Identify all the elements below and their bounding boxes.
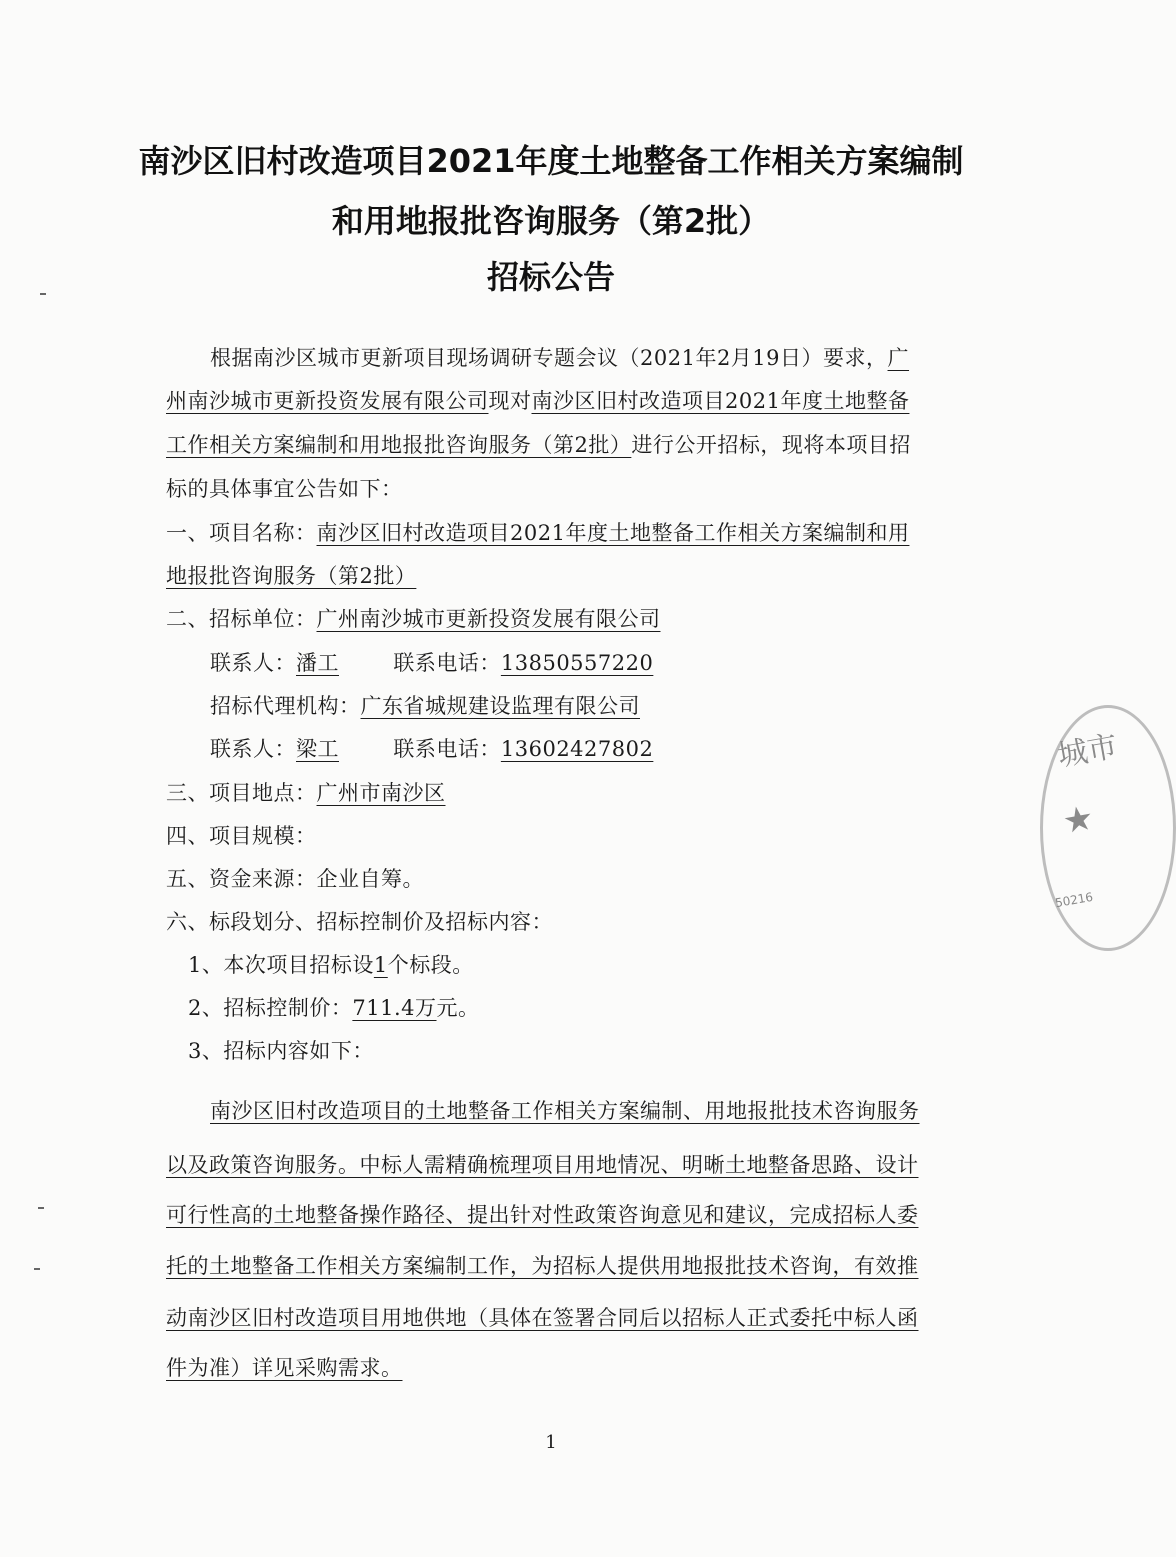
- project-name-value: 地报批咨询服务（第2批）: [166, 564, 417, 588]
- phone-number: 13850557220: [500, 651, 654, 675]
- agency-row: [210, 690, 640, 720]
- title-line-2: 和用地报批咨询服务（第2批）: [331, 202, 771, 240]
- intro-line-2: [166, 385, 909, 415]
- project-name-inline: 南沙区旧村改造项目2021年度土地整备: [531, 389, 910, 413]
- intro-line-4: 标的具体事宜公告如下：: [166, 477, 403, 501]
- phone-number: 13602427802: [500, 737, 654, 761]
- tenderer-name: 州南沙城市更新投资发展有限公司: [166, 389, 489, 413]
- project-name-inline: 工作相关方案编制和用地报批咨询服务（第2批）: [166, 433, 632, 457]
- lots-item-3: 3、招标内容如下：: [188, 1039, 374, 1063]
- section-project-name: [166, 517, 909, 547]
- scan-speck: [38, 1207, 44, 1209]
- contact-row-2: [210, 733, 653, 763]
- section-label: 三、项目地点：: [166, 781, 317, 805]
- title-line-1: 南沙区旧村改造项目2021年度土地整备工作相关方案编制: [138, 142, 964, 180]
- item-text: 2、招标控制价：: [188, 996, 353, 1020]
- title-line-3: 招标公告: [486, 258, 615, 296]
- intro-line-3: [166, 429, 911, 459]
- phone-label: 联系电话：: [393, 737, 501, 761]
- content-line-5: 动南沙区旧村改造项目用地供地（具体在签署合同后以招标人正式委托中标人函: [166, 1306, 919, 1330]
- section-funding: 五、资金来源：企业自筹。: [166, 867, 424, 891]
- item-text: 元。: [436, 996, 480, 1020]
- contact-row-1: [210, 647, 653, 677]
- seal-text: 城市: [1055, 729, 1121, 774]
- scan-speck: [40, 293, 46, 295]
- intro-text: 现对: [488, 389, 532, 413]
- section-tenderer: [166, 603, 661, 633]
- intro-text: 进行公开招标，现将本项目招: [631, 433, 911, 457]
- item-text: 1、本次项目招标设: [188, 953, 374, 977]
- section-label: 一、项目名称：: [166, 521, 317, 545]
- lots-item-1: [188, 949, 474, 979]
- section-lots: 六、标段划分、招标控制价及招标内容：: [166, 910, 553, 934]
- section-scale: 四、项目规模：: [166, 824, 317, 848]
- phone-label: 联系电话：: [393, 651, 501, 675]
- tenderer-name-start: 广: [887, 346, 910, 370]
- agency-name: 广东省城规建设监理有限公司: [360, 694, 640, 718]
- content-line-6: [166, 1352, 433, 1382]
- section-label: 二、招标单位：: [166, 607, 317, 631]
- scan-speck: [34, 1268, 40, 1270]
- content-line-3: 可行性高的土地整备操作路径、提出针对性政策咨询意见和建议，完成招标人委: [166, 1203, 919, 1227]
- tenderer-value: 广州南沙城市更新投资发展有限公司: [316, 607, 661, 631]
- section-location: [166, 777, 446, 807]
- intro-text: 根据南沙区城市更新项目现场调研专题会议（2021年2月19日）要求，: [210, 346, 888, 370]
- project-name-value: 南沙区旧村改造项目2021年度土地整备工作相关方案编制和用: [316, 521, 910, 545]
- agency-label: 招标代理机构：: [210, 694, 361, 718]
- intro-line-1: [210, 342, 909, 372]
- contact-name: 梁工: [296, 737, 339, 761]
- page-number: 1: [545, 1432, 557, 1453]
- lot-count: 1: [373, 953, 388, 977]
- location-value: 广州市南沙区: [316, 781, 446, 805]
- section-project-name-cont: [166, 560, 416, 590]
- content-line-2: 以及政策咨询服务。中标人需精确梳理项目用地情况、明晰土地整备思路、设计: [166, 1153, 919, 1177]
- content-text: 件为准）详见采购需求。: [166, 1356, 403, 1380]
- item-text: 个标段。: [387, 953, 474, 977]
- seal-star-icon: ★: [1059, 797, 1097, 843]
- contact-label: 联系人：: [210, 737, 296, 761]
- lots-item-2: [188, 992, 480, 1022]
- seal-code: 50216: [1054, 889, 1095, 911]
- contact-label: 联系人：: [210, 651, 296, 675]
- content-line-4: 托的土地整备工作相关方案编制工作，为招标人提供用地报批技术咨询，有效推: [166, 1254, 919, 1278]
- control-price: 711.4万: [352, 996, 437, 1020]
- official-seal: [1040, 705, 1176, 951]
- contact-name: 潘工: [296, 651, 339, 675]
- content-line-1: 南沙区旧村改造项目的土地整备工作相关方案编制、用地报批技术咨询服务: [210, 1099, 920, 1123]
